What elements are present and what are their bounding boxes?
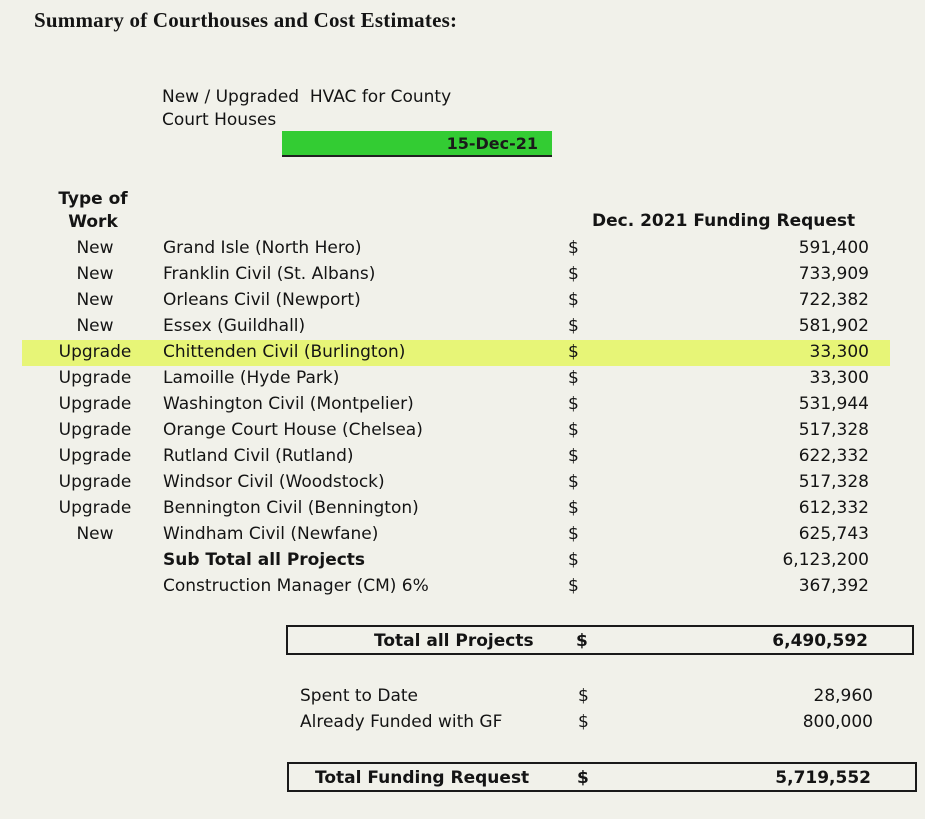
funding-amount: 531,944 bbox=[798, 394, 869, 414]
funding-amount: 722,382 bbox=[798, 290, 869, 310]
courthouse-name: Lamoille (Hyde Park) bbox=[163, 368, 340, 388]
work-type: Upgrade bbox=[58, 368, 132, 388]
table-row bbox=[0, 392, 925, 418]
dollar-sign: $ bbox=[568, 524, 579, 544]
dollar-sign: $ bbox=[568, 498, 579, 518]
courthouse-name: Orange Court House (Chelsea) bbox=[163, 420, 423, 440]
funding-amount: 33,300 bbox=[809, 368, 869, 388]
total-all-projects-amount: 6,490,592 bbox=[772, 631, 868, 651]
courthouse-name: Bennington Civil (Bennington) bbox=[163, 498, 419, 518]
work-type: New bbox=[76, 264, 114, 284]
funding-amount: 622,332 bbox=[798, 446, 869, 466]
dollar-sign: $ bbox=[568, 472, 579, 492]
total-all-projects-label: Total all Projects bbox=[374, 631, 534, 651]
dollar-sign: $ bbox=[568, 550, 579, 570]
table-row bbox=[0, 236, 925, 262]
row-highlight-marker bbox=[22, 340, 890, 366]
already-funded-row bbox=[0, 710, 925, 736]
work-type: New bbox=[76, 238, 114, 258]
already-funded-label: Already Funded with GF bbox=[300, 712, 503, 732]
spent-to-date-label: Spent to Date bbox=[300, 686, 418, 706]
total-funding-request-amount: 5,719,552 bbox=[775, 768, 871, 788]
courthouse-name: Rutland Civil (Rutland) bbox=[163, 446, 354, 466]
dollar-sign: $ bbox=[578, 686, 589, 706]
construction-manager-row bbox=[0, 574, 925, 600]
table-row bbox=[0, 522, 925, 548]
courthouse-name: Orleans Civil (Newport) bbox=[163, 290, 361, 310]
work-type: New bbox=[76, 316, 114, 336]
table-row bbox=[0, 418, 925, 444]
table-row bbox=[0, 288, 925, 314]
dollar-sign: $ bbox=[568, 576, 579, 596]
page-title: Summary of Courthouses and Cost Estimates: bbox=[34, 8, 458, 32]
work-type: New bbox=[76, 290, 114, 310]
construction-manager-label: Construction Manager (CM) 6% bbox=[163, 576, 429, 596]
dollar-sign: $ bbox=[568, 238, 579, 258]
dollar-sign: $ bbox=[568, 342, 579, 362]
work-type: Upgrade bbox=[58, 498, 132, 518]
courthouse-name: Grand Isle (North Hero) bbox=[163, 238, 362, 258]
spent-to-date-amount: 28,960 bbox=[813, 686, 873, 706]
funding-amount: 581,902 bbox=[798, 316, 869, 336]
type-header-line-2: Work bbox=[68, 212, 118, 232]
already-funded-amount: 800,000 bbox=[802, 712, 873, 732]
type-of-work-header bbox=[53, 188, 133, 234]
work-type: New bbox=[76, 524, 114, 544]
total-funding-request-label: Total Funding Request bbox=[315, 768, 530, 788]
work-type: Upgrade bbox=[58, 342, 132, 362]
subtotal-amount: 6,123,200 bbox=[782, 550, 869, 570]
dollar-sign: $ bbox=[568, 290, 579, 310]
funding-amount: 517,328 bbox=[798, 472, 869, 492]
work-type: Upgrade bbox=[58, 446, 132, 466]
courthouse-name: Windham Civil (Newfane) bbox=[163, 524, 379, 544]
work-type: Upgrade bbox=[58, 420, 132, 440]
table-row bbox=[0, 496, 925, 522]
construction-manager-amount: 367,392 bbox=[798, 576, 869, 596]
table-row bbox=[0, 366, 925, 392]
table-row bbox=[0, 314, 925, 340]
table-row bbox=[0, 262, 925, 288]
funding-request-header: Dec. 2021 Funding Request bbox=[592, 211, 856, 231]
date-highlight-bar bbox=[282, 131, 552, 157]
subtotal-row bbox=[0, 548, 925, 574]
courthouse-name: Windsor Civil (Woodstock) bbox=[163, 472, 385, 492]
funding-amount: 625,743 bbox=[798, 524, 869, 544]
total-all-projects-box bbox=[286, 625, 914, 655]
dollar-sign: $ bbox=[568, 420, 579, 440]
dollar-sign: $ bbox=[568, 394, 579, 414]
courthouse-name: Chittenden Civil (Burlington) bbox=[163, 342, 406, 362]
funding-amount: 517,328 bbox=[798, 420, 869, 440]
funding-amount: 591,400 bbox=[798, 238, 869, 258]
table-row-highlighted bbox=[0, 340, 925, 366]
subtotal-label: Sub Total all Projects bbox=[163, 550, 366, 570]
type-header-line-1: Type of bbox=[58, 189, 128, 209]
funding-amount: 733,909 bbox=[798, 264, 869, 284]
report-date: 15-Dec-21 bbox=[446, 134, 538, 153]
dollar-sign: $ bbox=[568, 446, 579, 466]
courthouse-name: Washington Civil (Montpelier) bbox=[163, 394, 414, 414]
courthouse-name: Essex (Guildhall) bbox=[163, 316, 306, 336]
dollar-sign: $ bbox=[568, 368, 579, 388]
table-row bbox=[0, 470, 925, 496]
work-type: Upgrade bbox=[58, 394, 132, 414]
spent-to-date-row bbox=[0, 684, 925, 710]
dollar-sign: $ bbox=[576, 631, 588, 651]
subtitle-line-2: Court Houses bbox=[162, 110, 277, 130]
document-subtitle bbox=[162, 86, 562, 132]
total-funding-request-box bbox=[287, 762, 917, 792]
funding-amount: 612,332 bbox=[798, 498, 869, 518]
courthouse-name: Franklin Civil (St. Albans) bbox=[163, 264, 376, 284]
funding-amount: 33,300 bbox=[809, 342, 869, 362]
table-row bbox=[0, 444, 925, 470]
dollar-sign: $ bbox=[568, 264, 579, 284]
dollar-sign: $ bbox=[577, 768, 589, 788]
work-type: Upgrade bbox=[58, 472, 132, 492]
dollar-sign: $ bbox=[578, 712, 589, 732]
dollar-sign: $ bbox=[568, 316, 579, 336]
subtitle-line-1: New / Upgraded HVAC for County bbox=[162, 87, 452, 107]
